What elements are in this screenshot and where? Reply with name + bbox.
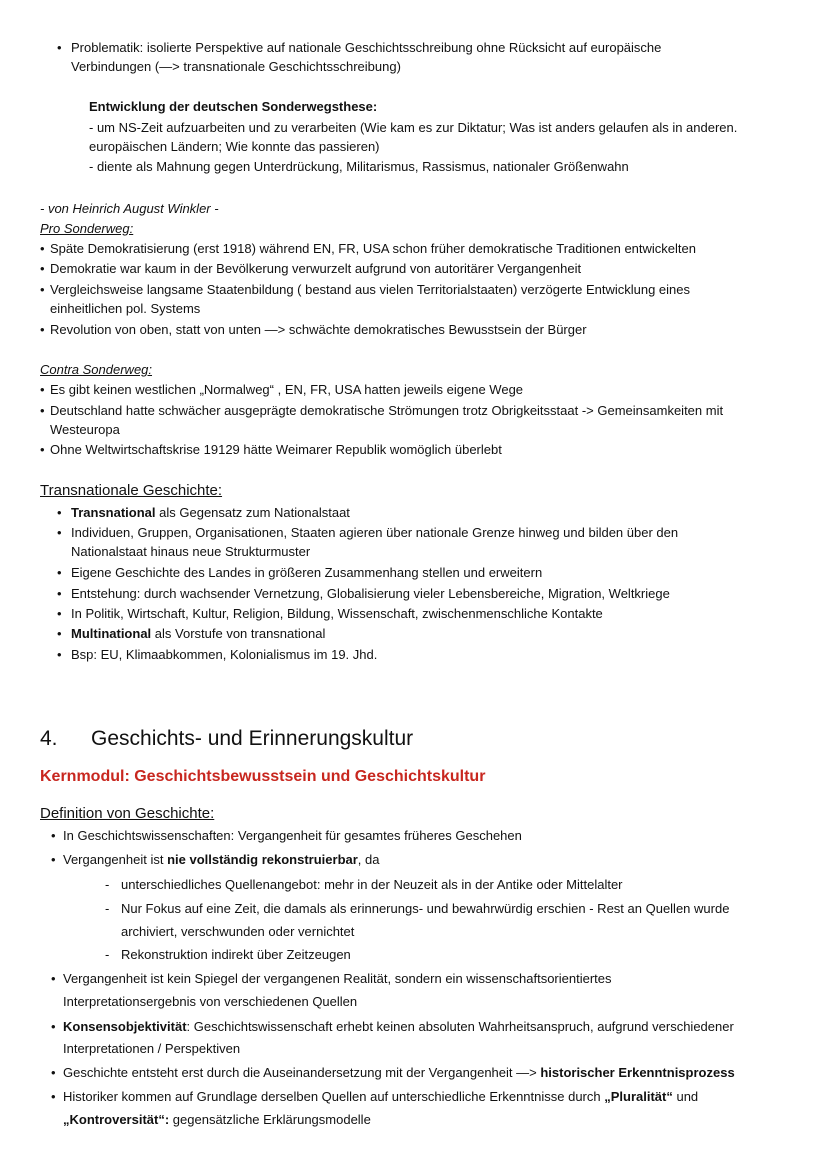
transnational-item-5: In Politik, Wirtschaft, Kultur, Religion, Bildung, Wissenschaft, zwischenmenschliche Kontakte xyxy=(71,606,603,621)
author-line: - von Heinrich August Winkler - xyxy=(40,201,219,216)
sub-item-1: unterschiedliches Quellenangebot: mehr in der Neuzeit als in der Antike oder Mittelalter xyxy=(121,877,623,892)
definition-item-4-rest: : Geschichtswissenschaft erhebt keinen absoluten Wahrheitsanspruch, aufgrund verschiedener xyxy=(186,1019,734,1034)
dev-heading: Entwicklung der deutschen Sonderwegsthese: xyxy=(89,99,378,114)
pro-item-3b: einheitlichen pol. Systems xyxy=(50,301,201,316)
definition-item-3b: Interpretationsergebnis von verschiedenen Quellen xyxy=(63,994,358,1009)
dev-line-3: - diente als Mahnung gegen Unterdrückung, Militarismus, Rassismus, nationaler Größenwahn xyxy=(89,159,629,174)
dev-line-1: - um NS-Zeit aufzuarbeiten und zu verarbeiten (Wie kam es zur Diktatur; Was ist anders gelaufen als in anderen. xyxy=(89,120,738,135)
bullet-marker: • xyxy=(51,1065,56,1080)
definition-item-2-post: , da xyxy=(357,852,380,867)
transnational-item-6-rest: als Vorstufe von transnational xyxy=(151,626,326,641)
problem-line-1: Problematik: isolierte Perspektive auf nationale Geschichtsschreibung ohne Rücksicht auf europäische xyxy=(71,40,662,55)
definition-item-2 xyxy=(63,850,379,869)
bullet-marker: • xyxy=(40,322,45,337)
bullet-marker: • xyxy=(40,382,45,397)
bullet-marker: • xyxy=(40,403,45,418)
transnational-item-4: Entstehung: durch wachsender Vernetzung, Globalisierung vieler Lebensbereiche, Migration, Weltkriege xyxy=(71,586,670,601)
bullet-marker: • xyxy=(57,586,62,601)
bullet-marker: • xyxy=(57,505,62,520)
transnational-item-3: Eigene Geschichte des Landes in größeren Zusammenhang stellen und erweitern xyxy=(71,565,543,580)
definition-item-2-pre: Vergangenheit ist xyxy=(63,852,168,867)
bullet-marker: • xyxy=(57,606,62,621)
transnational-item-2a: Individuen, Gruppen, Organisationen, Staaten agieren über nationale Grenze hinweg und bilden über den xyxy=(71,525,679,540)
transnational-item-1-rest: als Gegensatz zum Nationalstaat xyxy=(155,505,350,520)
transnational-item-1-bold: Transnational xyxy=(71,505,156,520)
contra-item-2a: Deutschland hatte schwächer ausgeprägte demokratische Strömungen trotz Obrigkeitsstaat -> Gemeinsamkeiten mit xyxy=(50,403,724,418)
contra-item-2b: Westeuropa xyxy=(50,422,120,437)
bullet-marker: • xyxy=(51,1019,56,1034)
bullet-marker: • xyxy=(40,282,45,297)
definition-item-6 xyxy=(63,1087,698,1106)
transnational-item-2b: Nationalstaat hinaus neue Strukturmuster xyxy=(71,544,311,559)
pro-item-4: Revolution von oben, statt von unten —> schwächte demokratisches Bewusstsein der Bürger xyxy=(50,322,587,337)
contra-item-3: Ohne Weltwirtschaftskrise 19129 hätte Weimarer Republik womöglich überlebt xyxy=(50,442,502,457)
problem-line-2: Verbindungen (—> transnationale Geschichtsschreibung) xyxy=(71,59,401,74)
definition-item-5-pre: Geschichte entsteht erst durch die Auseinandersetzung mit der Vergangenheit —> xyxy=(63,1065,541,1080)
transnational-item-1 xyxy=(71,503,350,522)
bullet-marker: • xyxy=(40,442,45,457)
bullet-marker: • xyxy=(51,1089,56,1104)
bullet-marker: • xyxy=(57,565,62,580)
definition-item-3a: Vergangenheit ist kein Spiegel der vergangenen Realität, sondern ein wissenschaftsorientiertes xyxy=(63,971,612,986)
transnational-item-6-bold: Multinational xyxy=(71,626,152,641)
dev-line-2: europäischen Ländern; Wie konnte das passieren) xyxy=(89,139,380,154)
contra-item-1: Es gibt keinen westlichen „Normalweg“ , EN, FR, USA hatten jeweils eigene Wege xyxy=(50,382,524,397)
section-number: 4. xyxy=(40,727,58,750)
pro-item-1: Späte Demokratisierung (erst 1918) während EN, FR, USA schon früher demokratische Traditionen entwickelten xyxy=(50,241,696,256)
definition-heading: Definition von Geschichte: xyxy=(40,805,215,822)
definition-item-6-post: und xyxy=(672,1089,699,1104)
pro-heading: Pro Sonderweg: xyxy=(40,221,134,236)
transnational-item-7: Bsp: EU, Klimaabkommen, Kolonialismus im 19. Jhd. xyxy=(71,647,378,662)
transnational-item-6 xyxy=(71,624,325,643)
definition-item-5 xyxy=(63,1063,735,1082)
bullet-marker: • xyxy=(57,647,62,662)
contra-heading: Contra Sonderweg: xyxy=(40,362,153,377)
definition-item-2-bold: nie vollständig rekonstruierbar xyxy=(167,852,358,867)
definition-item-4 xyxy=(63,1017,734,1036)
bullet-marker: • xyxy=(57,40,62,55)
sub-item-3: Rekonstruktion indirekt über Zeitzeugen xyxy=(121,947,351,962)
definition-item-6b-bold: „Kontroversität“: xyxy=(63,1112,170,1127)
definition-item-6b xyxy=(63,1110,371,1129)
definition-item-6-pre: Historiker kommen auf Grundlage derselben Quellen auf unterschiedliche Erkenntnisse durch xyxy=(63,1089,605,1104)
bullet-marker: • xyxy=(57,626,62,641)
bullet-marker: • xyxy=(40,261,45,276)
bullet-marker: • xyxy=(51,828,56,843)
transnational-heading: Transnationale Geschichte: xyxy=(40,482,223,499)
section-title: Geschichts- und Erinnerungskultur xyxy=(91,727,414,750)
definition-item-6-bold: „Pluralität“ xyxy=(604,1089,673,1104)
dash-marker: - xyxy=(105,947,110,962)
pro-item-3a: Vergleichsweise langsame Staatenbildung ( bestand aus vielen Territorialstaaten) verzögerte Entwicklung eines xyxy=(50,282,691,297)
bullet-marker: • xyxy=(51,971,56,986)
dash-marker: - xyxy=(105,901,110,916)
definition-item-6b-rest: gegensätzliche Erklärungsmodelle xyxy=(169,1112,371,1127)
kernmodul-heading: Kernmodul: Geschichtsbewusstsein und Geschichtskultur xyxy=(40,768,486,785)
definition-item-1: In Geschichtswissenschaften: Vergangenheit für gesamtes früheres Geschehen xyxy=(63,828,522,843)
sub-item-2b: archiviert, verschwunden oder vernichtet xyxy=(121,924,355,939)
definition-item-4b: Interpretationen / Perspektiven xyxy=(63,1041,241,1056)
sub-item-2a: Nur Fokus auf eine Zeit, die damals als erinnerungs- und bewahrwürdig erschien - Rest an Quellen wurde xyxy=(121,901,730,916)
dash-marker: - xyxy=(105,877,110,892)
bullet-marker: • xyxy=(51,852,56,867)
definition-item-4-bold: Konsensobjektivität xyxy=(63,1019,187,1034)
definition-item-5-bold: historischer Erkenntnisprozess xyxy=(540,1065,735,1080)
pro-item-2: Demokratie war kaum in der Bevölkerung verwurzelt aufgrund von autoritärer Vergangenheit xyxy=(50,261,582,276)
bullet-marker: • xyxy=(57,525,62,540)
bullet-marker: • xyxy=(40,241,45,256)
